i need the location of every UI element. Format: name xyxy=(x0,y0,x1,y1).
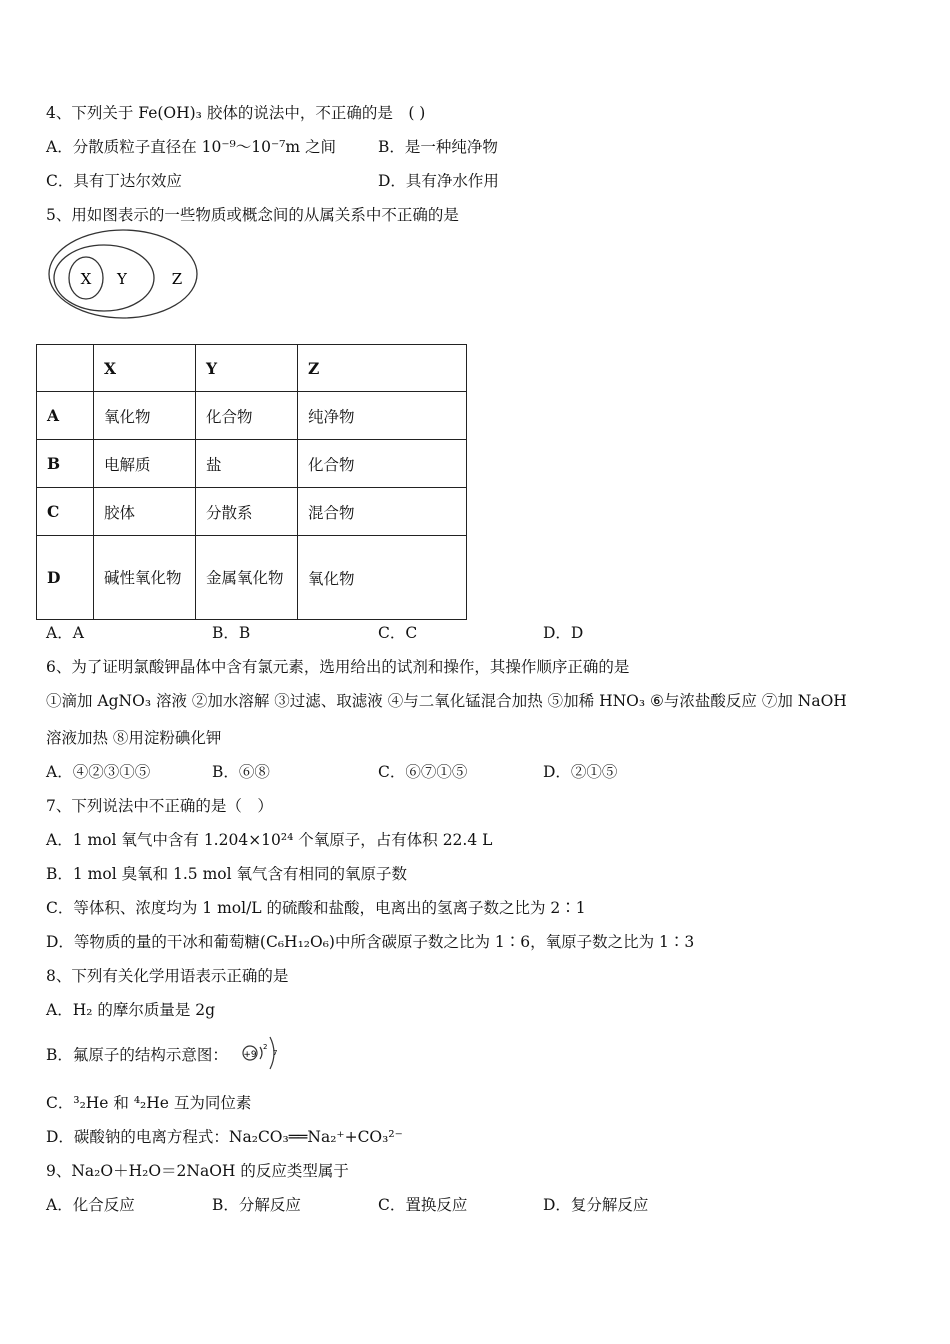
q6-line2: 溶液加热 ⑧用淀粉碘化钾 xyxy=(46,729,222,747)
fluorine-atom-structure-diagram xyxy=(240,1034,282,1072)
svg-text:2: 2 xyxy=(263,1043,268,1051)
q6-line1: ①滴加 AgNO₃ 溶液 ②加水溶解 ③过滤、取滤液 ④与二氧化锰混合加热 ⑤加稀 HNO₃ ⑥与浓盐酸反应 ⑦加 NaOH xyxy=(46,692,847,710)
table-cell: 金属氧化物 xyxy=(196,536,298,620)
table-cell: D xyxy=(37,536,94,620)
table-cell: 混合物 xyxy=(298,488,467,536)
q6-option-d: D．②①⑤ xyxy=(543,763,618,781)
table-cell: C xyxy=(37,488,94,536)
table-cell: 氧化物 xyxy=(298,536,467,620)
table-cell: A xyxy=(37,392,94,440)
q9-option-b: B．分解反应 xyxy=(212,1196,301,1214)
q7-option-a: A．1 mol 氧气中含有 1.204×10²⁴ 个氧原子，占有体积 22.4 L xyxy=(46,831,493,849)
svg-text:+9: +9 xyxy=(243,1050,257,1060)
q7-option-d: D．等物质的量的干冰和葡萄糖(C₆H₁₂O₆)中所含碳原子数之比为 1∶6，氧原子数之比为 1∶3 xyxy=(46,933,695,951)
q8-option-b: B．氟原子的结构示意图： xyxy=(46,1046,228,1064)
q5-option-b: B．B xyxy=(212,624,251,642)
q9-stem: 9、Na₂O＋H₂O＝2NaOH 的反应类型属于 xyxy=(46,1162,349,1180)
table-cell: 分散系 xyxy=(196,488,298,536)
table-cell: 电解质 xyxy=(94,440,196,488)
table-header-cell: Z xyxy=(298,345,467,392)
q8-stem: 8、下列有关化学用语表示正确的是 xyxy=(46,967,289,985)
venn-diagram xyxy=(46,226,201,326)
svg-text:7: 7 xyxy=(273,1049,278,1057)
venn-label-z: Z xyxy=(171,270,183,288)
table-cell: 碱性氧化物 xyxy=(94,536,196,620)
q4-option-c: C．具有丁达尔效应 xyxy=(46,172,182,190)
q8-option-d: D．碳酸钠的电离方程式：Na₂CO₃══Na₂⁺+CO₃²⁻ xyxy=(46,1128,403,1146)
q7-option-c: C．等体积、浓度均为 1 mol/L 的硫酸和盐酸，电离出的氢离子数之比为 2∶1 xyxy=(46,899,586,917)
table-cell: 氧化物 xyxy=(94,392,196,440)
table-header-cell: Y xyxy=(196,345,298,392)
q9-option-a: A．化合反应 xyxy=(46,1196,135,1214)
table-cell: 化合物 xyxy=(298,440,467,488)
table-cell: 化合物 xyxy=(196,392,298,440)
table-row xyxy=(37,488,467,536)
q6-option-a: A．④②③①⑤ xyxy=(46,763,151,781)
q7-option-b: B．1 mol 臭氧和 1.5 mol 氧气含有相同的氧原子数 xyxy=(46,865,408,883)
q4-stem: 4、下列关于 Fe(OH)₃ 胶体的说法中，不正确的是 ( ) xyxy=(46,104,426,122)
q8-option-c: C．³₂He 和 ⁴₂He 互为同位素 xyxy=(46,1094,252,1112)
q4-option-a: A．分散质粒子直径在 10⁻⁹～10⁻⁷m 之间 xyxy=(46,138,336,156)
table-cell: 盐 xyxy=(196,440,298,488)
table-cell: 胶体 xyxy=(94,488,196,536)
venn-label-x: X xyxy=(80,270,92,288)
q9-option-c: C．置换反应 xyxy=(378,1196,468,1214)
q6-option-b: B．⑥⑧ xyxy=(212,763,270,781)
table-row xyxy=(37,392,467,440)
q5-option-c: C．C xyxy=(378,624,418,642)
table-header-cell: X xyxy=(94,345,196,392)
table-cell: B xyxy=(37,440,94,488)
table-header-row xyxy=(37,345,467,392)
table-row xyxy=(37,440,467,488)
table-row xyxy=(37,536,467,620)
table-header-cell xyxy=(37,345,94,392)
q5-option-d: D．D xyxy=(543,624,584,642)
q5-table xyxy=(36,344,467,620)
venn-label-y: Y xyxy=(117,270,127,288)
q5-option-a: A．A xyxy=(46,624,84,642)
q9-option-d: D．复分解反应 xyxy=(543,1196,649,1214)
q4-option-d: D．具有净水作用 xyxy=(378,172,499,190)
q4-option-b: B．是一种纯净物 xyxy=(378,138,498,156)
q8-option-a: A．H₂ 的摩尔质量是 2g xyxy=(46,1001,216,1019)
q7-stem: 7、下列说法中不正确的是（ ） xyxy=(46,797,273,815)
q6-option-c: C．⑥⑦①⑤ xyxy=(378,763,468,781)
table-cell: 纯净物 xyxy=(298,392,467,440)
q6-stem: 6、为了证明氯酸钾晶体中含有氯元素，选用给出的试剂和操作，其操作顺序正确的是 xyxy=(46,658,630,676)
electron-shell-1 xyxy=(260,1047,262,1059)
q5-stem: 5、用如图表示的一些物质或概念间的从属关系中不正确的是 xyxy=(46,206,459,224)
